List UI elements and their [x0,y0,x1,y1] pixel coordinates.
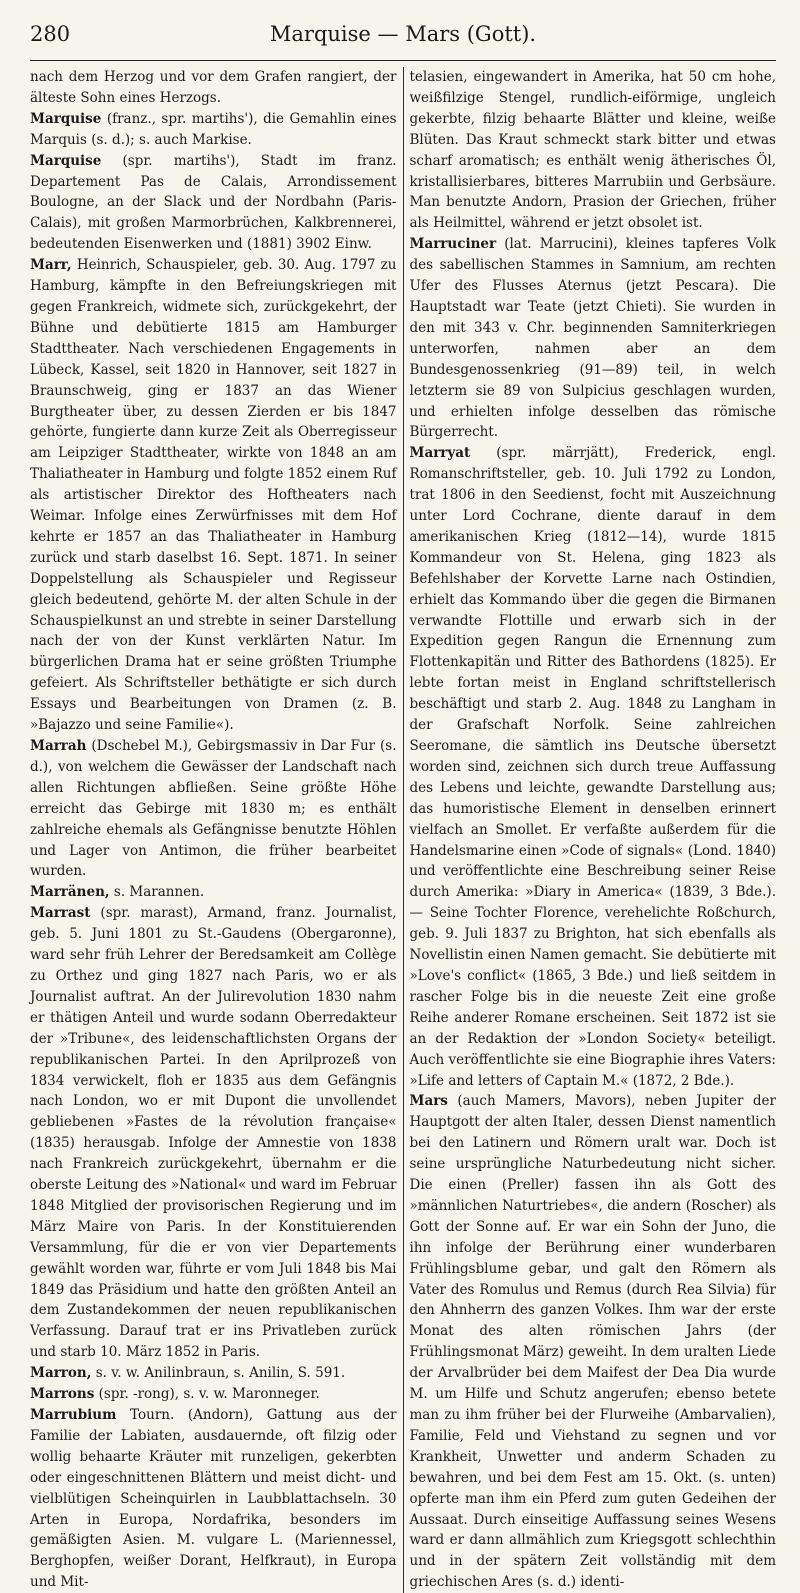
entry-text: telasien, eingewandert in Amerika, hat 50 cm hohe, weißfilzige Stengel, rundlich-eiförmige, ungleich gekerbte, filzig behaarte Blätter und kleine, weiße Blüten. Das Kraut schmeckt stark bitter und etwas scharf aromatisch; es enthält wenig ätherisches Öl, kristallisierbares, bitteres Marrubiin und Gerbsäure. Man benutzte Andorn, Prasion der Griechen, früher als Heilmittel, während er jetzt obsolet ist. [409,69,776,232]
dictionary-entry [410,443,777,1091]
dictionary-entry [30,109,397,151]
entry-headword: Mars [409,1093,448,1110]
dictionary-entry [30,736,397,882]
dictionary-entry [410,1091,777,1593]
entry-headword: Marron, [30,1365,92,1382]
entry-headword: Marruciner [409,236,497,253]
column-divider [403,67,404,1593]
entry-headword: Marr, [30,257,72,274]
dictionary-entry [30,67,397,109]
entry-text: (lat. Marrucini), kleines tapferes Volk des sabellischen Stammes in Samnium, am rechten Ufer des Flusses Aternus (jetzt Pescara). Die Hauptstadt war Teate (jetzt Chieti). Sie wurden in den mit 343 v. Chr. beginnenden Samniterkriegen unterworfen, nahmen aber an dem Bundesgenossenkrieg (91—89) teil, in welch letzterm sie 89 von Sulpicius geschlagen wurden, und erhielten infolge desselben das römische Bürgerrecht. [409,236,776,441]
entry-text: (franz., spr. martihs'), die Gemahlin eines Marquis (s. d.); s. auch Markise. [30,110,397,148]
dictionary-entry [410,67,777,234]
entry-headword: Marquise [30,152,102,169]
entry-text: nach dem Herzog und vor dem Grafen rangiert, der älteste Sohn eines Herzogs. [30,69,397,106]
entry-text: s. v. w. Anilinbraun, s. Anilin, S. 591. [91,1365,346,1382]
entry-text: s. Marannen. [109,884,205,901]
entry-headword: Marrons [30,1386,95,1403]
entry-text: Heinrich, Schauspieler, geb. 30. Aug. 1797 zu Hamburg, kämpfte in den Befreiungskriegen mit gegen Frankreich, widmete sich, zurückgekehrt, der Bühne und debütierte 1815 am Hamburger Stadttheater. Nach verschiedenen Engagements in Lübeck, Kassel, seit 1820 in Hannover, seit 1827 in Braunschweig, ging er 1837 an das Wiener Burgtheater über, zu dessen Zierden er bis 1847 gehörte, fungierte dann kurze Zeit als Oberregisseur am Leipziger Stadttheater, wirkte von 1848 an am Thaliatheater in Hamburg und folgte 1852 einem Ruf als artistischer Direktor des Hoftheaters nach Weimar. Infolge eines Zerwürfnisses mit dem Hof kehrte er 1857 an das Thaliatheater in Hamburg zurück und starb daselbst 16. Sept. 1871. In seiner Doppelstellung als Schauspieler und Regisseur gleich bedeutend, gehörte M. der alten Schule in der Schauspielkunst an und strebte in seiner Darstellung nach der von der Kunst verklärten Natur. Im bürgerlichen Drama hat er seine größten Triumphe gefeiert. Als Schriftsteller bethätigte er sich durch Essays und Bearbeitungen von Dramen (z. B. »Bajazzo und seine Familie«). [30,257,397,734]
dictionary-entry [30,1363,397,1384]
entry-text: (spr. marast), Armand, franz. Journalist, geb. 5. Juni 1801 zu St.-Gaudens (Obergaronne), ward sehr früh Lehrer der Beredsamkeit am Collège zu Orthez und ging 1827 nach Paris, wo er als Journalist auftrat. An der Julirevolution 1830 nahm er thätigen Anteil und wurde sodann Oberredakteur der »Tribune«, des leidenschaftlichsten Organs der republikanischen Partei. In den Aprilprozeß von 1834 verwickelt, floh er 1835 aus dem Gefängnis nach London, wo er mit Dupont die unvollendet gebliebenen »Fastes de la révolution française« (1835) herausgab. Infolge der Amnestie von 1838 nach Frankreich zurückgekehrt, übernahm er die oberste Leitung des »National« und ward im Februar 1848 Mitglied der provisorischen Regierung und im März Maire von Paris. In der Konstituierenden Versammlung, für die er von vier Departements gewählt worden war, führte er vom Juli 1848 bis Mai 1849 das Präsidium und hatte den größten Anteil an dem Zustandekommen der neuen republikanischen Verfassung. Darauf trat er ins Privatleben zurück und starb 10. März 1852 in Paris. [30,905,397,1361]
dictionary-entry [410,234,777,443]
left-column [30,67,397,1593]
running-title: Marquise — Mars (Gott). [269,22,537,46]
entry-headword: Marquise [30,110,102,127]
entry-text: Tourn. (Andorn), Gattung aus der Familie der Labiaten, ausdauernde, oft filzig oder wollig behaarte Kräuter mit runzeligen, gekerbten oder eingeschnittenen Blättern und meist dicht- und vielblütigen Scheinquirlen in Laubblattachseln. 30 Arten in Europa, Nordafrika, besonders im gemäßigten Asien. M. vulgare L. (Mariennessel, Berghopfen, weißer Dorant, Helfkraut), in Europa und Mit- [30,1407,397,1591]
entry-text: (spr. martihs'), Stadt im franz. Departement Pas de Calais, Arrondissement Boulogne, an der Slack und der Nordbahn (Paris-Calais), mit großen Marmorbrüchen, Kalkbrennerei, bedeutenden Eisenwerken und (1881) 3902 Einw. [30,152,397,253]
dictionary-entry [30,882,397,903]
entry-text: (Dschebel M.), Gebirgsmassiv in Dar Fur (s. d.), von welchem die Gewässer der Landschaft nach allen Richtungen abfließen. Seine größte Höhe erreicht das Gebirge mit 1830 m; es enthält zahlreiche ehemals als Gefängnisse benutzte Höhlen und Lager von Antimon, die früher bearbeitet wurden. [30,738,397,880]
dictionary-entry [30,1384,397,1405]
right-column [410,67,777,1593]
page-number: 280 [30,22,71,46]
entry-headword: Marränen, [30,884,110,901]
dictionary-entry [30,255,397,736]
entry-headword: Marrah [30,738,87,754]
page-header [30,22,776,61]
dictionary-entry [30,903,397,1363]
entry-text: (spr. märrjätt), Frederick, engl. Romanschriftsteller, geb. 10. Juli 1792 zu London, trat 1806 in den Seedienst, focht mit Auszeichnung unter Lord Cochrane, diente darauf in dem amerikanischen Krieg (1812—14), wurde 1815 Kommandeur von St. Helena, ging 1823 als Befehlshaber der Korvette Larne nach Ostindien, erhielt das Kommando über die gegen die Birmanen verwandte Flottille und erwarb sich in der Expedition gegen Rangun die Ernennung zum Flottenkapitän und Ritter des Bathordens (1825). Er lebte fortan meist in England schriftstellerisch beschäftigt und starb 2. Aug. 1848 zu Langham in der Grafschaft Norfolk. Seine zahlreichen Seeromane, die sämtlich ins Deutsche übersetzt worden sind, zeichnen sich durch treue Auffassung des Lebens und leichte, gewandte Darstellung aus; das humoristische Element in denselben erinnert vielfach an Smollet. Er verfaßte außerdem für die Handelsmarine einen »Code of signals« (Lond. 1840) und veröffentlichte eine Beschreibung seiner Reise durch Amerika: »Diary in America« (1839, 3 Bde.). — Seine Tochter Florence, verehelichte Roßchurch, geb. 9. Juli 1837 zu Brighton, hat sich ebenfalls als Novellistin einen Namen gemacht. Sie debütierte mit »Love's conflict« (1865, 3 Bde.) und ließ seitdem in rascher Folge bis in die neueste Zeit eine große Reihe anderer Romane erscheinen. Seit 1872 ist sie an der Redaktion der »London Society« beteiligt. Auch veröffentlichte sie eine Biographie ihres Vaters: »Life and letters of Captain M.« (1872, 2 Bde.). [409,445,776,1089]
entry-headword: Marrast [30,905,91,922]
text-columns [30,67,776,1593]
entry-headword: Marryat [409,445,471,462]
entry-headword: Marrubium [30,1407,117,1423]
dictionary-entry [30,151,397,256]
entry-text: (auch Mamers, Mavors), neben Jupiter der Hauptgott der alten Italer, dessen Dienst namentlich bei den Latinern und Römern uralt war. Doch ist seine ursprüngliche Naturbedeutung nicht sicher. Die einen (Preller) fassen ihn als Gott des »männlichen Naturtriebes«, die andern (Roscher) als Gott der Sonne auf. Er war ein Sohn der Juno, die ihn infolge der Berührung einer wunderbaren Frühlingsblume gebar, und galt den Römern als Vater des Romulus und Remus (durch Rea Silvia) für den Ahnherrn des ganzen Volkes. Ihm war der erste Monat des alten römischen Jahrs (der Frühlingsmonat März) geweiht. In dem uralten Liede der Arvalbrüder bei dem Maifest der Dea Dia wurde M. um Hilfe und Schutz angerufen; ebenso betete man zu ihm früher bei der Flurweihe (Ambarvalien), Familie, Feld und Viehstand zu segnen und vor Krankheit, Unwetter und anderm Schaden zu bewahren, und bei dem Fest am 15. Okt. (s. unten) opferte man ihm ein Pferd zum guten Gedeihen der Aussaat. Durch einseitige Auffassung seines Wesens ward er dann allmählich zum Kriegsgott schlechthin und in der spätern Zeit vollständig mit dem griechischen Ares (s. d.) identi- [409,1093,776,1591]
entry-text: (spr. -rong), s. v. w. Maronneger. [94,1386,320,1403]
dictionary-entry [30,1405,397,1593]
